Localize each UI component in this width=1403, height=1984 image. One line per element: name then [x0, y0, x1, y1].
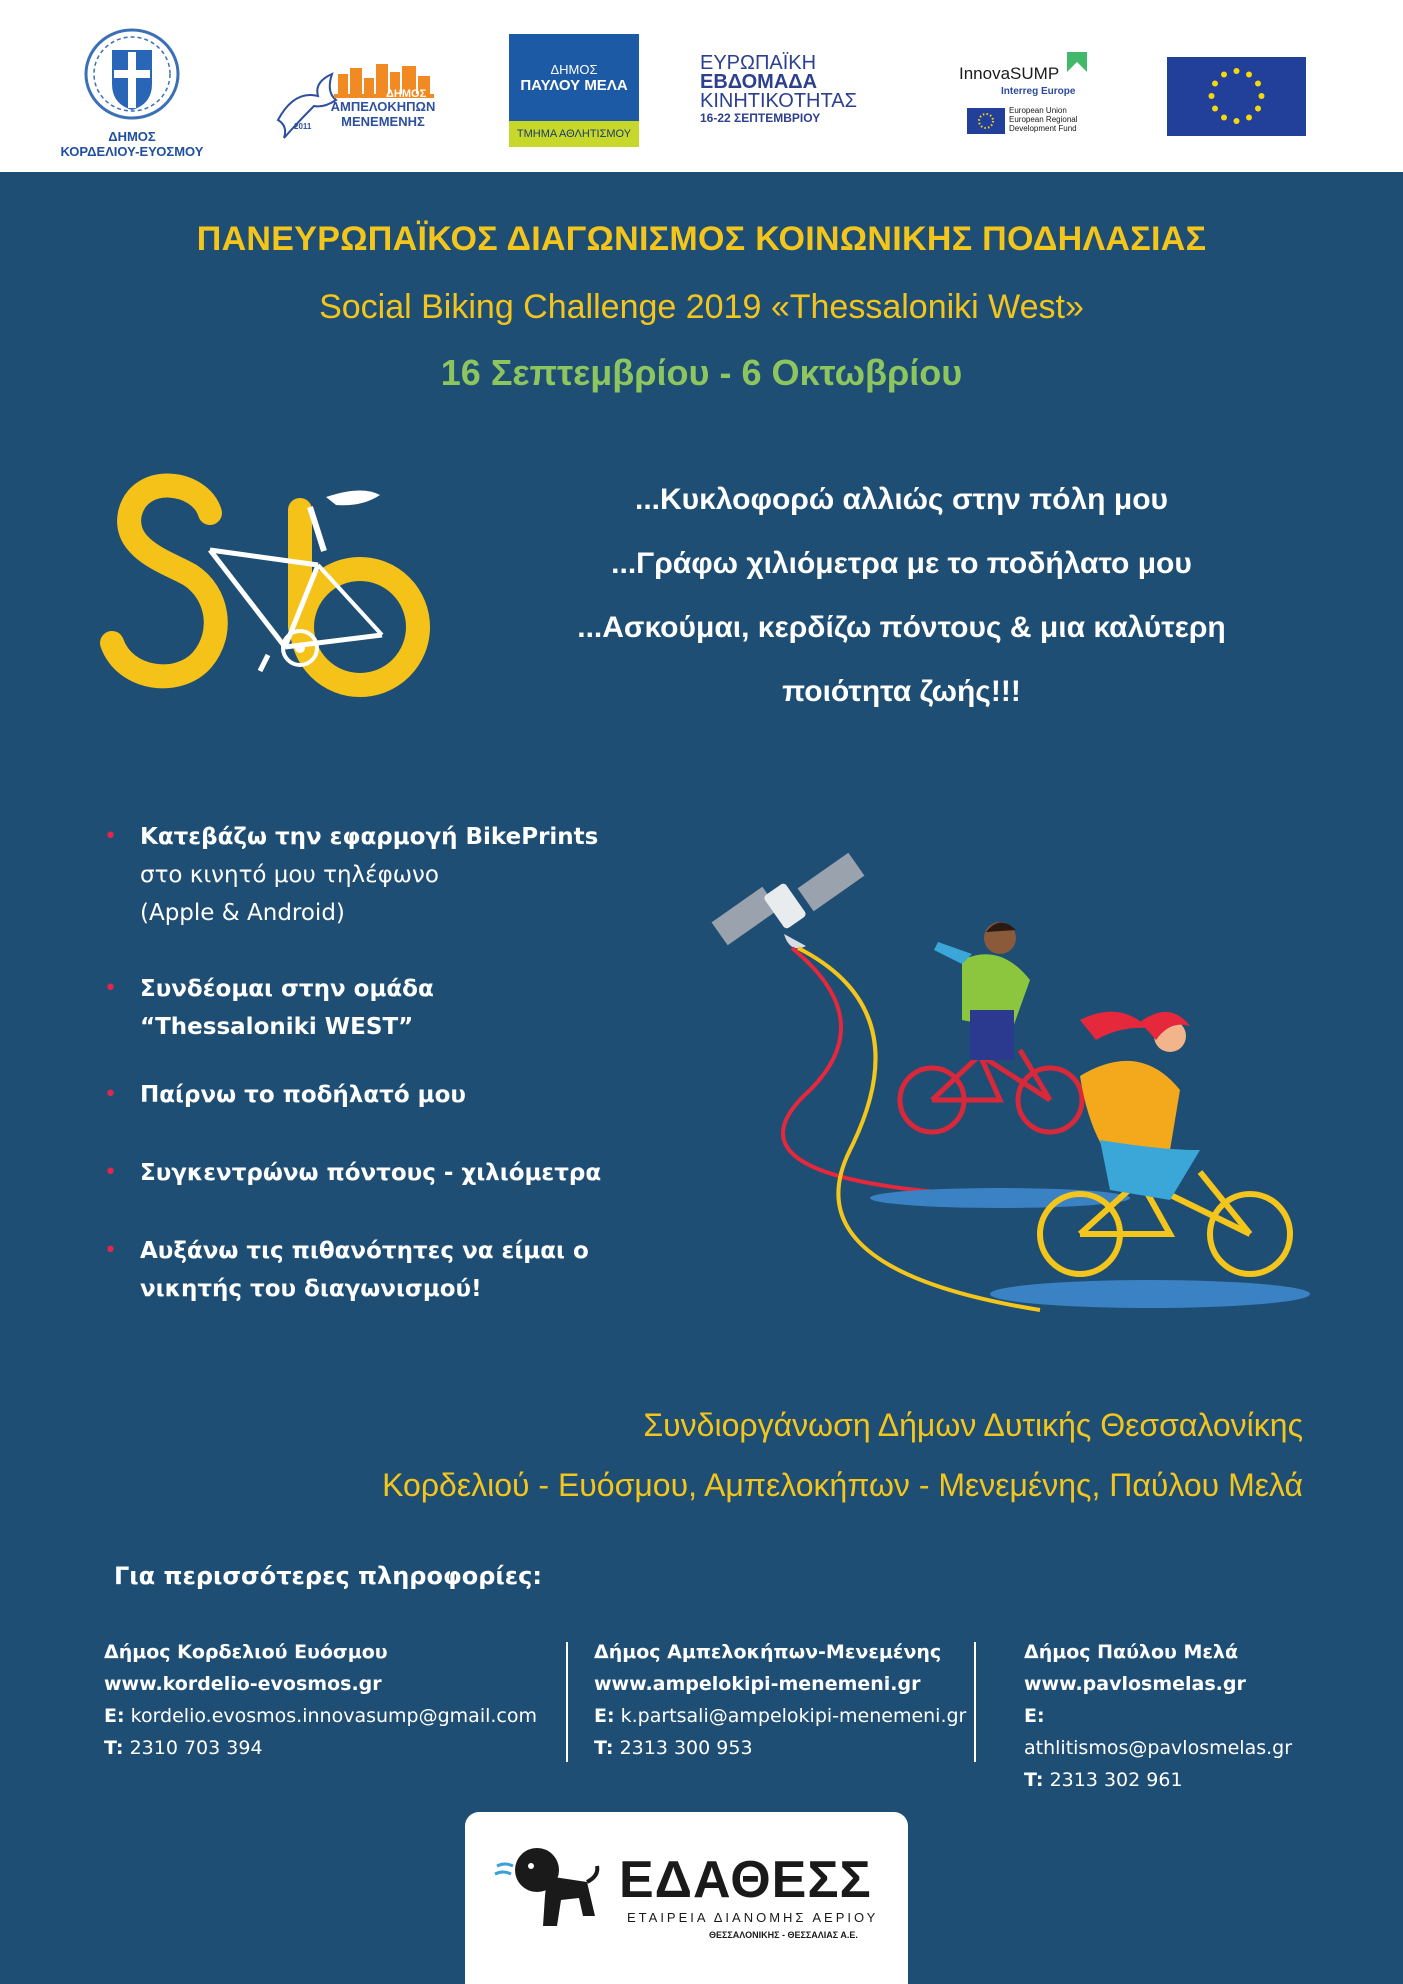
slogans — [500, 468, 1303, 724]
innovasump-erdf1: European Regional — [1009, 115, 1078, 124]
contact-website-link[interactable]: www.ampelokipi-menemeni.gr — [594, 1673, 921, 1695]
pavlos-melas-logo — [509, 34, 639, 147]
contact-divider — [974, 1642, 976, 1762]
innovasump-erdf2: Development Fund — [1009, 124, 1077, 133]
step-5-bold2: νικητής του διαγωνισμού! — [140, 1276, 482, 1302]
contact-ampelokipi — [594, 1636, 970, 1764]
pavlos-melas-logo-top — [509, 34, 639, 121]
ampelokipi-line2: ΑΜΠΕΛΟΚΗΠΩΝ — [330, 99, 436, 114]
mobility-week-line1: ΕΥΡΩΠΑΪΚΗ — [700, 52, 817, 74]
title-dates: 16 Σεπτεμβρίου - 6 Οκτωβρίου — [440, 352, 963, 393]
step-item — [104, 1232, 664, 1308]
contact-divider — [566, 1642, 568, 1762]
contact-kordelio — [104, 1636, 564, 1764]
step-item — [104, 1154, 664, 1192]
step-2-bold: • Συνδέομαι στην ομάδα — [140, 976, 434, 1002]
step-3-bold: • Παίρνω το ποδήλατό μου — [140, 1082, 466, 1108]
innovasump-eu: European Union — [1009, 106, 1067, 115]
contact-name: Δήμος Παύλου Μελά — [1024, 1641, 1239, 1663]
eu-flag — [1167, 57, 1306, 136]
step-item — [104, 1076, 664, 1114]
contact-email-row — [594, 1700, 970, 1732]
sb-bike-logo — [100, 455, 460, 715]
step-item — [104, 970, 664, 1046]
contact-phone: 2310 703 394 — [129, 1737, 263, 1759]
contact-phone: 2313 300 953 — [619, 1737, 753, 1759]
contact-email-row — [104, 1700, 564, 1732]
ampelokipi-year: 2011 — [294, 122, 312, 131]
contact-phone-row — [594, 1732, 970, 1764]
eu-stars-icon — [1167, 57, 1306, 136]
step-1-light2: (Apple & Android) — [140, 900, 345, 926]
coorganization-line2: Κορδελιού - Ευόσμου, Αμπελοκήπων - Μενεμένης, Παύλου Μελά — [382, 1467, 1303, 1503]
ampelokipi-line3: ΜΕΝΕΜΕΝΗΣ — [341, 114, 425, 129]
greek-crest-icon — [52, 26, 222, 124]
step-4-bold: • Συγκεντρώνω πόντους - χιλιόμετρα — [140, 1160, 602, 1186]
contact-email-link[interactable]: athlitismos@pavlosmelas.gr — [1024, 1737, 1293, 1759]
coorganization — [382, 1395, 1303, 1515]
contact-phone: 2313 302 961 — [1049, 1769, 1183, 1791]
phone-label: T: — [594, 1737, 614, 1759]
pavlos-melas-line3: ΤΜΗΜΑ ΑΘΛΗΤΙΣΜΟΥ — [509, 121, 639, 147]
pavlos-melas-line2: ΠΑΥΛΟΥ ΜΕΛΑ — [520, 77, 628, 94]
innovasump-title: InnovaSUMP — [959, 64, 1060, 83]
step-2-bold2: “Thessaloniki WEST” — [140, 1014, 414, 1040]
sponsor-tagline: ΕΤΑΙΡΕΙΑ ΔΙΑΝΟΜΗΣ ΑΕΡΙΟΥ — [627, 1910, 879, 1925]
kordelio-logo-line2: ΚΟΡΔΕΛΙΟΥ-ΕΥΟΣΜΟΥ — [60, 144, 204, 159]
slogan-line-3: ...Ασκούμαι, κερδίζω πόντους & μια καλύτερη — [577, 611, 1226, 644]
sponsor-box — [465, 1812, 908, 1984]
contact-phone-row — [104, 1732, 564, 1764]
contact-phone-row — [1024, 1764, 1314, 1796]
satellite-icon — [712, 853, 865, 949]
logo-header — [0, 0, 1403, 172]
email-label: E: — [1024, 1705, 1045, 1727]
contact-pavlos-melas — [1024, 1636, 1314, 1796]
slogan-line-4: ποιότητα ζωής!!! — [782, 675, 1021, 708]
slogan-line-1: ...Κυκλοφορώ αλλιώς στην πόλη μου — [635, 483, 1168, 516]
email-label: E: — [104, 1705, 125, 1727]
phone-label: T: — [104, 1737, 124, 1759]
step-5-bold: • Αυξάνω τις πιθανότητες να είμαι ο — [140, 1238, 589, 1264]
slogan-line-2: ...Γράφω χιλιόμετρα με το ποδήλατο μου — [611, 547, 1192, 580]
kordelio-logo — [52, 26, 222, 161]
contact-email-link[interactable]: k.partsali@ampelokipi-menemeni.gr — [620, 1705, 967, 1727]
female-cyclist — [1040, 1012, 1290, 1274]
contact-website-link[interactable]: www.pavlosmelas.gr — [1024, 1673, 1246, 1695]
sponsor-name: ΕΔΑΘΕΣΣ — [619, 1851, 872, 1909]
innovasump-arrow-icon — [1063, 50, 1089, 78]
male-cyclist — [900, 922, 1082, 1132]
sb-logo-letters — [100, 455, 101, 456]
innovasump-interreg: Interreg Europe — [1001, 86, 1076, 97]
sb-bike-icon — [100, 455, 460, 715]
mobility-week-line2: ΕΒΔΟΜΑΔΑ — [700, 71, 818, 93]
contact-name: Δήμος Αμπελοκήπων-Μενεμένης — [594, 1641, 942, 1663]
contact-name: Δήμος Κορδελιού Ευόσμου — [104, 1641, 388, 1663]
ampelokipi-logo — [274, 60, 449, 145]
phone-label: T: — [1024, 1769, 1044, 1791]
satellite-cyclists-icon — [700, 850, 1320, 1320]
kordelio-logo-line1: ΔΗΜΟΣ — [108, 129, 156, 144]
email-label: E: — [594, 1705, 615, 1727]
contact-email-link[interactable]: kordelio.evosmos.innovasump@gmail.com — [130, 1705, 537, 1727]
step-item — [104, 818, 664, 932]
ampelokipi-line1: ΔΗΜΟΣ — [386, 88, 427, 100]
cyclists-illustration — [700, 850, 1320, 1320]
mobility-week-logo — [700, 54, 890, 125]
title-english: Social Biking Challenge 2019 «Thessaloniki West» — [319, 288, 1084, 326]
steps-list — [104, 818, 664, 1308]
contact-website-link[interactable]: www.kordelio-evosmos.gr — [104, 1673, 382, 1695]
sponsor-subtagline: ΘΕΣΣΑΛΟΝΙΚΗΣ - ΘΕΣΣΑΛΙΑΣ Α.Ε. — [709, 1930, 858, 1940]
info-heading: Για περισσότερες πληροφορίες: — [114, 1562, 542, 1590]
mobility-week-line4: 16-22 ΣΕΠΤΕΜΒΡΙΟΥ — [700, 111, 821, 125]
innovasump-logo — [955, 50, 1095, 140]
step-1-bold: • Κατεβάζω την εφαρμογή BikePrints — [140, 824, 599, 850]
coorganization-line1: Συνδιοργάνωση Δήμων Δυτικής Θεσσαλονίκης — [643, 1407, 1303, 1443]
mobility-week-line3: ΚΙΝΗΤΙΚΟΤΗΤΑΣ — [700, 90, 857, 112]
contact-email-row — [1024, 1700, 1314, 1764]
pavlos-melas-line1: ΔΗΜΟΣ — [550, 62, 598, 77]
title-greek: ΠΑΝΕΥΡΩΠΑΪΚΟΣ ΔΙΑΓΩΝΙΣΜΟΣ ΚΟΙΝΩΝΙΚΗΣ ΠΟΔΗΛΑΣΙΑΣ — [196, 220, 1207, 258]
eu-small-flag-icon — [967, 108, 1005, 134]
step-1-light1: στο κινητό μου τηλέφωνο — [140, 862, 439, 888]
lion-logo-icon — [491, 1836, 601, 1934]
